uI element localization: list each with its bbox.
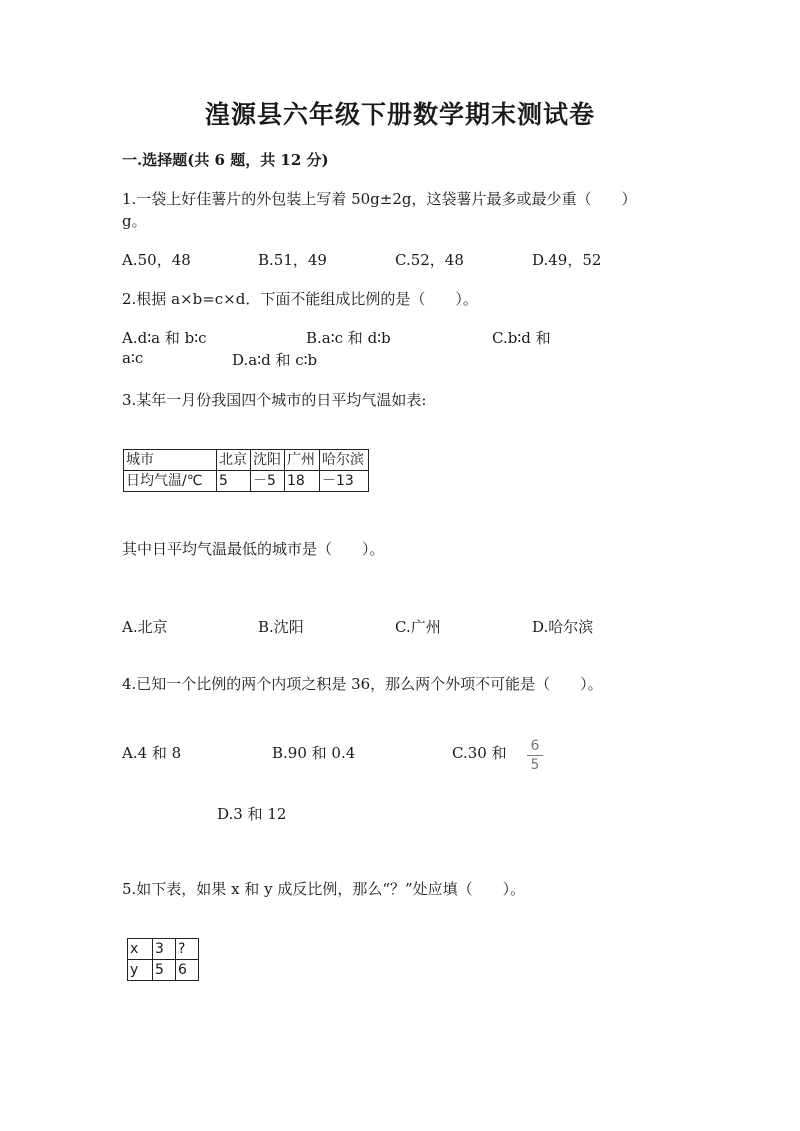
table-cell: 日均气温/℃: [124, 471, 217, 492]
question-3-text: 3.某年一月份我国四个城市的日平均气温如表:: [122, 391, 427, 409]
q2-option-d: D.a∶d 和 c∶b: [232, 351, 318, 369]
table-cell: y: [128, 960, 153, 981]
fraction-denominator: 5: [530, 757, 540, 773]
question-1-text: 1.一袋上好佳薯片的外包装上写着 50g±2g，这袋薯片最多或最少重（ ）: [122, 190, 637, 208]
q1-option-b: B.51，49: [258, 251, 327, 269]
q2-option-a: A.d∶a 和 b∶c: [122, 329, 207, 347]
table-row: [124, 450, 369, 471]
table-cell: 城市: [124, 450, 217, 471]
q4-option-d: D.3 和 12: [217, 805, 287, 823]
q3-option-d: D.哈尔滨: [532, 618, 594, 636]
fraction-six-fifths: [527, 738, 543, 773]
table-cell: －5: [251, 471, 285, 492]
q4-option-a: A.4 和 8: [122, 744, 182, 762]
q3-option-a: A.北京: [122, 618, 168, 636]
question-4-text: 4.已知一个比例的两个内项之积是 36，那么两个外项不可能是（ ）。: [122, 675, 603, 693]
table-cell: 北京: [217, 450, 251, 471]
q1-option-d: D.49，52: [532, 251, 602, 269]
question-5-text: 5.如下表，如果 x 和 y 成反比例，那么“？”处应填（ ）。: [122, 880, 526, 898]
question-1-text-cont: g。: [122, 212, 147, 230]
q2-option-c-cont: a∶c: [122, 349, 144, 367]
temperature-table: [123, 449, 369, 492]
table-cell: 哈尔滨: [320, 450, 369, 471]
table-cell: ?: [176, 939, 199, 960]
table-row: [128, 960, 199, 981]
table-row: [124, 471, 369, 492]
table-cell: x: [128, 939, 153, 960]
table-cell: 6: [176, 960, 199, 981]
q2-option-c: C.b∶d 和: [492, 329, 551, 347]
table-cell: －13: [320, 471, 369, 492]
q1-option-c: C.52，48: [395, 251, 464, 269]
table-cell: 5: [217, 471, 251, 492]
q3-option-b: B.沈阳: [258, 618, 304, 636]
fraction-bar: [527, 755, 543, 756]
page-title: 湟源县六年级下册数学期末测试卷: [204, 100, 595, 129]
q3-option-c: C.广州: [395, 618, 441, 636]
q4-option-c: C.30 和: [452, 744, 507, 762]
table-cell: 5: [153, 960, 176, 981]
table-row: [128, 939, 199, 960]
table-cell: 18: [285, 471, 320, 492]
table-cell: 3: [153, 939, 176, 960]
question-2-text: 2.根据 a×b=c×d．下面不能组成比例的是（ ）。: [122, 290, 478, 308]
q1-option-a: A.50，48: [122, 251, 191, 269]
q4-option-b: B.90 和 0.4: [272, 744, 356, 762]
section-heading: 一.选择题(共 6 题，共 12 分): [122, 151, 329, 169]
q2-option-b: B.a∶c 和 d∶b: [306, 329, 391, 347]
table-cell: 广州: [285, 450, 320, 471]
xy-table: [127, 938, 199, 981]
table-cell: 沈阳: [251, 450, 285, 471]
question-3-prompt: 其中日平均气温最低的城市是（ ）。: [122, 540, 385, 558]
fraction-numerator: 6: [530, 738, 540, 754]
